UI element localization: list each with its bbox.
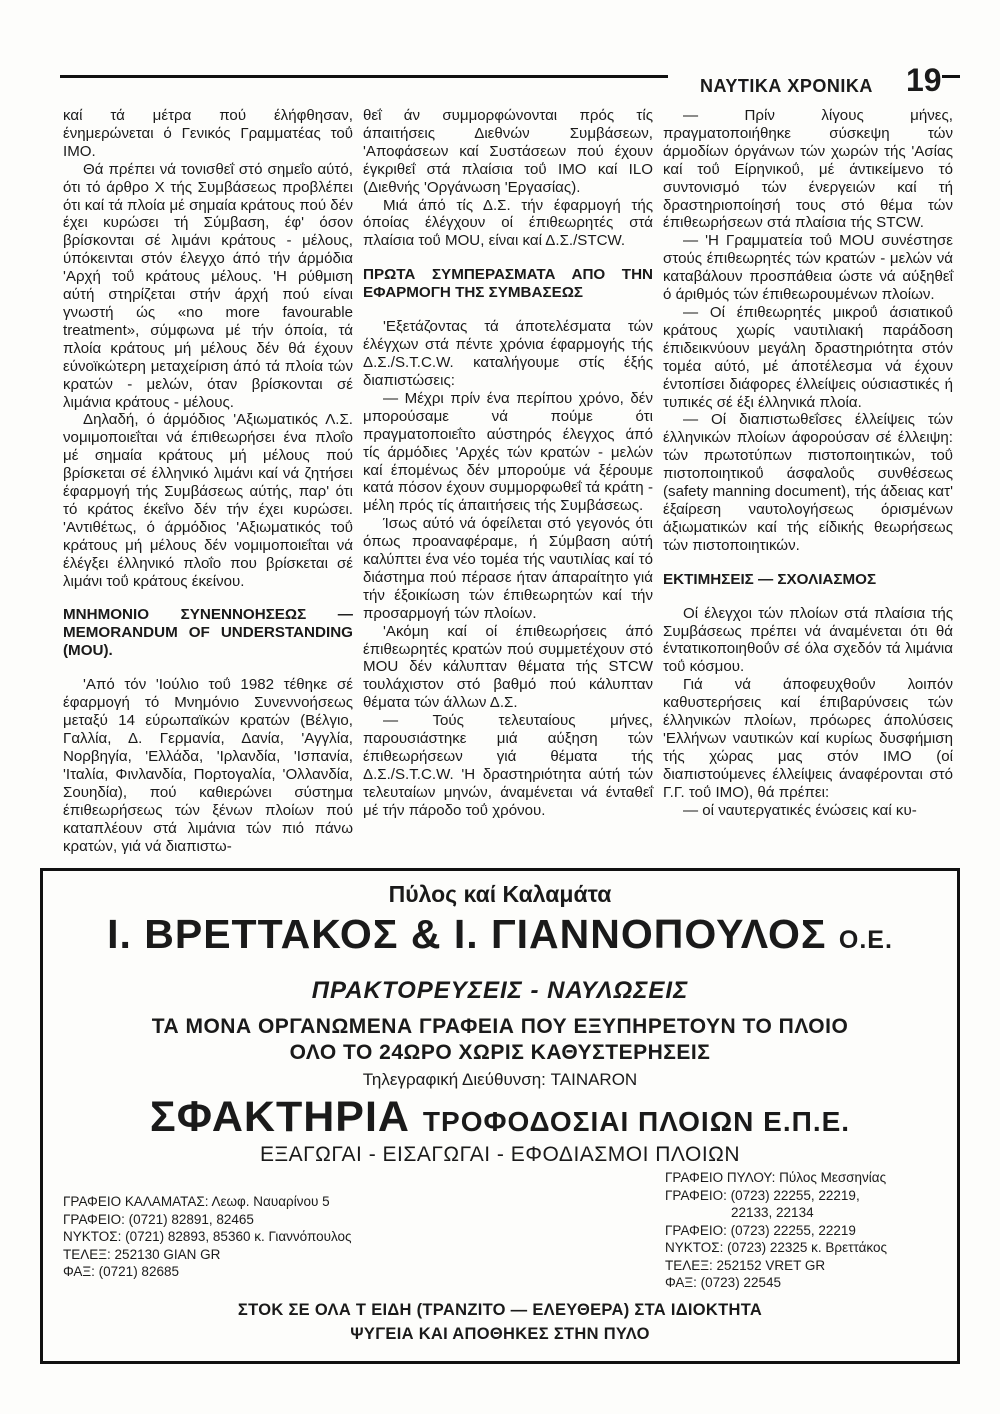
kalamata-office-contacts (63, 1193, 352, 1281)
article-body (63, 107, 955, 859)
ad-stock-line1: ΣΤΟΚ ΣΕ ΟΛΑ Τ ΕΙΔΗ (ΤΡΑΝΖΙΤΟ — ΕΛΕΥΘΕΡΑ) ΣΤΑ ΙΔΙΟΚΤΗΤΑ (237, 1301, 763, 1319)
paragraph: — Τούς τελευταίους μήνες, παρουσιάστηκε μιά αύξηση τών έπιθεωρήσεων γιά θέματα τής Δ.Σ./S.T.C.W. 'Η δραστηριότητα αύτή τών τελευταίων μηνών, άναμένεται νά ένταθεΐ μέ τήν πάροδο τοΰ χρόνου. (363, 712, 653, 819)
section-heading: ΠΡΩΤΑ ΣΥΜΠΕΡΑΣΜΑΤΑ ΑΠΟ ΤΗΝ ΕΦΑΡΜΟΓΗ ΤΗΣ ΣΥΜΒΑΣΕΩΣ (363, 266, 653, 302)
paragraph: Δηλαδή, ό άρμόδιος 'Αξιωματικός Λ.Σ. νομιμοποιεΐται νά έπιθεωρήσει ένα πλοΐο μέ σημαία κράτους μή μέλους πού βρίσκεται σέ έλληνικό λιμάνι καί νά ζητήσει έφαρμογή τής Συμβάσεως αύτής, παρ' ότι τό κράτος έκεΐνο δέν τήν έχει κυρώσει. 'Αντιθέτως, ό άρμόδιος 'Αξιωματικός τοΰ κράτους μή μέλους δέν νομιμοποιεΐται νά έλέγξει έλληνικό πλοΐο που βρίσκεται σέ λιμάνι τοΰ κράτους έκείνου. (63, 411, 353, 590)
paragraph: Γιά νά άποφευχθοΰν λοιπόν καθυστερήσεις καί έπιβαρύνσεις τών έλληνικών πλοίων, πρόωρες άπολύσεις 'Ελλήνων ναυτικών καί κυρίως δυσφήμιση τής χώρας μας στόν ΙΜΟ (οί διαπιστούμενες έλλείψεις άναφέρονται στό Γ.Γ. τοΰ ΙΜΟ), θά πρέπει: (663, 676, 953, 801)
ad-company-suffix: Ο.Ε. (838, 926, 893, 954)
contact-line: ΝΥΚΤΟΣ: (0721) 82893, 85360 κ. Γιαννόπουλος (63, 1229, 352, 1244)
ad-slogan-line1: ΤΑ ΜΟΝΑ ΟΡΓΑΝΩΜΕΝΑ ΓΡΑΦΕΙΑ ΠΟΥ ΕΞΥΠΗΡΕΤΟΥΝ ΤΟ ΠΛΟΙΟ (151, 1015, 849, 1038)
contact-line: ΦΑΞ: (0721) 82685 (63, 1264, 179, 1279)
section-heading: ΕΚΤΙΜΗΣΕΙΣ — ΣΧΟΛΙΑΣΜΟΣ (663, 570, 877, 588)
ad-company-main: Ι. ΒΡΕΤΤΑΚΟΣ & Ι. ΓΙΑΝΝΟΠΟΥΛΟΣ (107, 911, 827, 957)
magazine-title: ΝΑΥΤΙΚΑ ΧΡΟΝΙΚΑ (700, 76, 873, 96)
advertisement-box (40, 868, 960, 1364)
paragraph: Μιά άπό τίς Δ.Σ. τήν έφαρμογή τής όποίας έλέγχουν οί έπιθεωρητές στά πλαίσια τοΰ MOU, είναι καί Δ.Σ./STCW. (363, 196, 653, 250)
contact-line: 22133, 22134 (731, 1205, 814, 1220)
contact-line: ΓΡΑΦΕΙΟ: (0723) 22255, 22219, (665, 1187, 860, 1203)
contact-line: ΤΕΛΕΞ: 252152 VRET GR (665, 1257, 826, 1273)
page-header (60, 62, 960, 102)
paragraph: Οί έλεγχοι τών πλοίων στά πλαίσια τής Συμβάσεως πρέπει νά άναμένεται ότι θά έντατικοποιηθοΰν σέ όλα σχεδόν τά λιμάνια τοΰ κόσμου. (663, 604, 953, 676)
paragraph: 'Από τόν 'Ιούλιο τοΰ 1982 τέθηκε σέ έφαρμογή τό Μνημόνιο Συνεννοήσεως μεταξύ 14 εύρωπαϊκών κρατών (Βέλγιο, Γαλλία, Δ. Γερμανία, Δανία, 'Αγγλία, Νορβηγία, 'Ελλάδα, 'Ιρλανδία, 'Ισπανία, 'Ιταλία, Φινλανδία, Πορτογαλία, 'Ολλανδία, Σουηδία), πού καθιερώνει σύστημα έπιθεωρήσεως τών ξένων πλοίων πού καταπλέουν στά λιμάνια τών πιό πάνω κρατών, γιά νά διαπιστω- (63, 676, 353, 855)
column-3 (663, 107, 953, 820)
column-2 (363, 107, 653, 820)
column-1 (63, 107, 353, 856)
ad-company-name (43, 911, 957, 958)
paragraph: — Πρίν λίγους μήνες, πραγματοποιήθηκε σύσκεψη τών άρμοδίων όργάνων τών χωρών τής 'Ασίας καί τοΰ Είρηνικοΰ, μέ άντικείμενο τό συντονισμό τών ένεργειών καί τή δραστηριοποίησή τους στό θέμα τών έπιθεωρήσεων στά πλαίσια τής STCW. (663, 107, 953, 232)
section-heading: ΜΝΗΜΟΝΙΟ ΣΥΝΕΝΝΟΗΣΕΩΣ — MEMORANDUM OF UNDERSTANDING (MOU). (63, 606, 353, 660)
paragraph: — Οί έπιθεωρητές μικροΰ άσιατικοΰ κράτους χωρίς ναυτιλιακή παράδοση έπιδεικνύουν μεγάλη δραστηριότητα στόν τομέα αύτό, μέ άποτέλεσμα νά έχουν έντοπίσει διάφορες έλλείψεις ούσιαστικές ή τυπικές σέ έξι έλληνικά πλοία. (663, 303, 953, 411)
contact-line: ΓΡΑΦΕΙΟ: (0723) 22255, 22219 (665, 1222, 856, 1238)
ad-company2-services: ΕΞΑΓΩΓΑΙ - ΕΙΣΑΓΩΓΑΙ - ΕΦΟΔΙΑΣΜΟΙ ΠΛΟΙΩΝ (259, 1143, 741, 1166)
ad-stock-line2: ΨΥΓΕΙΑ ΚΑΙ ΑΠΟΘΗΚΕΣ ΣΤΗΝ ΠΥΛΟ (350, 1325, 650, 1343)
ad-company2 (43, 1093, 957, 1142)
contact-line: ΝΥΚΤΟΣ: (0723) 22325 κ. Βρεττάκος (665, 1240, 888, 1255)
header-rule-left (60, 75, 668, 78)
paragraph: καί τά μέτρα πού έλήφθησαν, ένημερώνεται ό Γενικός Γραμματέας τοΰ ΙΜΟ. (63, 107, 353, 160)
ad-company2-rest: ΤΡΟΦΟΔΟΣΙΑΙ ΠΛΟΙΩΝ Ε.Π.Ε. (422, 1106, 851, 1137)
contact-line: ΓΡΑΦΕΙΟ ΠΥΛΟΥ: Πύλος Μεσσηνίας (665, 1170, 887, 1185)
paragraph: Θά πρέπει νά τονισθεΐ στό σημεΐο αύτό, ότι τό άρθρο Χ τής Συμβάσεως προβλέπει ότι καί τά πλοία μέ σημαία κράτους πού δέν έχει κυρώσει τή Σύμβαση, έφ' όσον βρίσκονται σέ λιμάνι κράτους - μέλους, ύπόκεινται στόν έλεγχο άπό τήν άρμόδια 'Αρχή τοΰ κράτους μέλους. 'Η ρύθμιση αύτή στηρίζεται στήν άρχή πού είναι γνωστή ώς «no more favourable treatment», σύμφωνα μέ τήν όποία, τά πλοία κράτους μή μέλους δέν θά έχουν εύνοϊκώτερη μεταχείριση άπό τά πλοία τών κρατών - μελών, όταν βρίσκονται σέ λιμάνια κράτους - μέλους. (63, 160, 353, 411)
paragraph: — Οί διαπιστωθεΐσες έλλείψεις τών έλληνικών πλοίων άφορούσαν σέ έλλειψη: τών πρωτοτύπων πιστοποιητικών, τοΰ πιστοποιητικοΰ άσφαλοΰς συνθέσεως (safety manning document), τής άδειας κατ' έξαίρεση ναυτολογήσεως όρισμένων άξιωματικών καί τής είδικής θεωρήσεως τών πιστοποιητικών. (663, 411, 953, 554)
ad-telegraph-address: Τηλεγραφική Διεύθυνση: TAINARON (362, 1070, 638, 1089)
paragraph: 'Ακόμη καί οί έπιθεωρήσεις άπό έπιθεωρητές κρατών πού συμμετέχουν στό MOU δέν κάλυπταν θέματα τής STCW τουλάχιστον στό βαθμό πού κάλυπταν θέματα τών άλλων Δ.Σ. (363, 622, 653, 712)
page-number: 19 (906, 62, 942, 98)
paragraph: — 'Η Γραμματεία τοΰ MOU συνέστησε στούς έπιθεωρητές τών κρατών - μελών νά καταβάλουν προσπάθεια ώστε νά αύξηθεΐ ό άριθμός τών έπιθεωρουμένων πλοίων. (663, 232, 953, 304)
ad-services: ΠΡΑΚΤΟΡΕΥΣΕΙΣ - ΝΑΥΛΩΣΕΙΣ (311, 977, 689, 1004)
paragraph: — Μέχρι πρίν ένα περίπου χρόνο, δέν μπορούσαμε νά πούμε ότι πραγματοποιεΐτο αύστηρός έλεγχος άπό τίς άρμόδιες 'Αρχές τών κρατών - μελών καί έπομένως δέν μπορούμε νά ξέρουμε κατά πόσον έχουν συμμορφωθεΐ τά κράτη - μέλη πρός τίς άπαιτήσεις τής Συμβάσεως. (363, 389, 653, 515)
ad-location: Πύλος καί Καλαμάτα (388, 881, 612, 907)
ad-slogan-line2: ΟΛΟ ΤΟ 24ΩΡΟ ΧΩΡΙΣ ΚΑΘΥΣΤΕΡΗΣΕΙΣ (289, 1041, 711, 1064)
contact-line: ΓΡΑΦΕΙΟ ΚΑΛΑΜΑΤΑΣ: Λεωφ. Ναυαρίνου 5 (63, 1194, 330, 1209)
paragraph: θεΐ άν συμμορφώνονται πρός τίς άπαιτήσεις Διεθνών Συμβάσεων, 'Αποφάσεων καί Συστάσεων πού έχουν έγκριθεΐ στά πλαίσια τοΰ ΙΜΟ καί ILO (Διεθνής 'Οργάνωση 'Εργασίας). (363, 107, 653, 196)
paragraph: 'Εξετάζοντας τά άποτελέσματα τών έλέγχων στά πέντε χρόνια έφαρμογής τής Δ.Σ./S.T.C.W. καταλήγουμε στίς έξής διαπιστώσεις: (363, 318, 653, 389)
pylos-office-contacts (665, 1169, 887, 1292)
contact-line: ΤΕΛΕΞ: 252130 GIAN GR (63, 1246, 221, 1262)
paragraph: — οί ναυτεργατικές ένώσεις καί κυ- (683, 801, 917, 819)
contact-line: ΓΡΑΦΕΙΟ: (0721) 82891, 82465 (63, 1211, 254, 1227)
paragraph: Ίσως αύτό νά όφείλεται στό γεγονός ότι όπως προαναφέραμε, ή Σύμβαση αύτή καλύπτει ένα νέο τομέα τής ναυτιλίας καί τό διάστημα πού πέρασε ήταν άπαραίτητο γιά τήν έξοικίωση τών έπιθεωρητών καί τήν προσαρμογή τών πλοίων. (363, 515, 653, 622)
contact-line: ΦΑΞ: (0723) 22545 (665, 1275, 781, 1290)
ad-company2-name: ΣΦΑΚΤΗΡΙΑ (149, 1093, 410, 1141)
header-rule-right (942, 75, 960, 78)
